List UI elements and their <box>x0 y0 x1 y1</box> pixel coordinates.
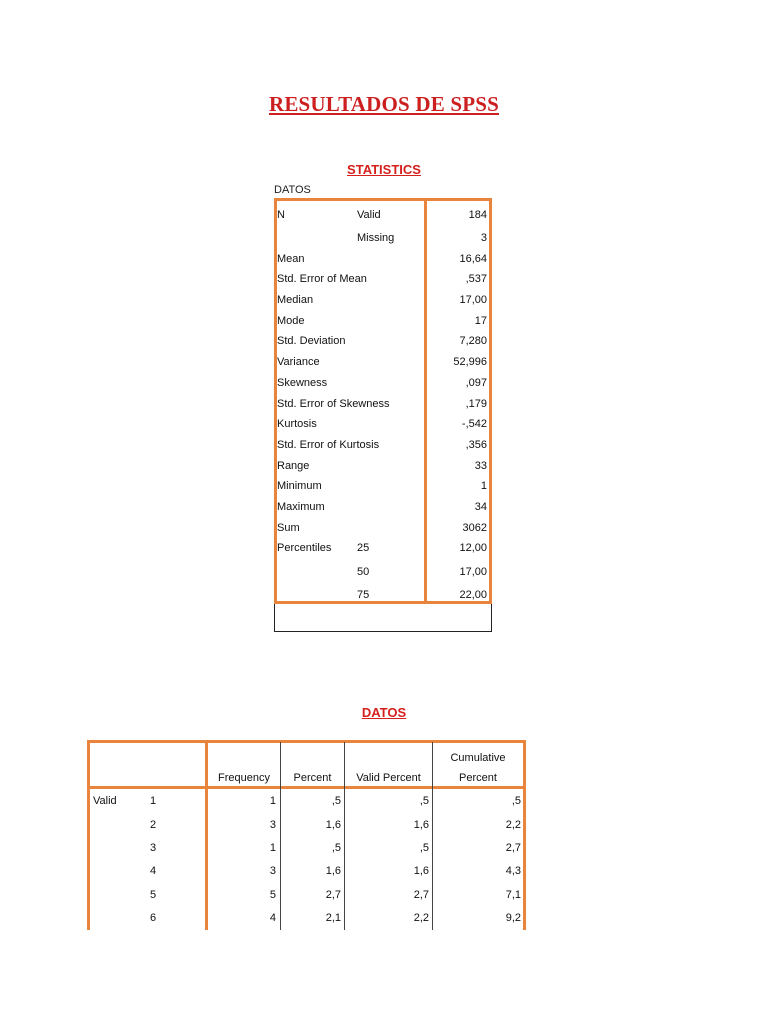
group-label-valid: Valid <box>93 795 117 807</box>
statistic-value: 3 <box>480 232 487 244</box>
row-value: 5 <box>150 889 157 901</box>
statistic-label: Percentiles <box>277 542 332 554</box>
row-valid-percent: ,5 <box>419 795 429 807</box>
statistic-value: 17 <box>474 315 487 327</box>
statistic-label: Mode <box>277 315 305 327</box>
statistic-sublabel: 75 <box>357 589 370 601</box>
row-value: 2 <box>150 819 157 831</box>
statistic-value: 3062 <box>462 522 487 534</box>
statistic-value: 184 <box>468 209 487 221</box>
statistic-value: ,097 <box>465 377 487 389</box>
row-value: 6 <box>150 912 157 924</box>
row-cumulative-percent: 9,2 <box>505 912 521 924</box>
statistic-value: 7,280 <box>459 335 487 347</box>
statistic-sublabel: 25 <box>357 542 370 554</box>
row-cumulative-percent: ,5 <box>511 795 521 807</box>
row-cumulative-percent: 2,2 <box>505 819 521 831</box>
row-frequency: 1 <box>269 795 276 807</box>
statistic-value: 17,00 <box>459 294 487 306</box>
statistic-value: 16,64 <box>459 253 487 265</box>
statistic-label: Kurtosis <box>277 418 317 430</box>
statistic-label: N <box>277 209 285 221</box>
row-valid-percent: 2,7 <box>413 889 429 901</box>
row-percent: 2,7 <box>325 889 341 901</box>
row-percent: ,5 <box>331 795 341 807</box>
frequency-body-divider <box>205 789 208 930</box>
statistic-label: Variance <box>277 356 320 368</box>
statistic-label: Std. Error of Skewness <box>277 398 390 410</box>
statistic-value: 12,00 <box>459 542 487 554</box>
row-value: 3 <box>150 842 157 854</box>
statistic-value: 1 <box>480 480 487 492</box>
statistic-label: Minimum <box>277 480 322 492</box>
header-frequency: Frequency <box>218 772 270 784</box>
row-cumulative-percent: 4,3 <box>505 865 521 877</box>
statistic-value: 22,00 <box>459 589 487 601</box>
header-percent: Percent <box>293 772 332 784</box>
statistic-value: ,537 <box>465 273 487 285</box>
statistic-value: -,542 <box>461 418 487 430</box>
row-value: 4 <box>150 865 157 877</box>
row-frequency: 5 <box>269 889 276 901</box>
row-value: 1 <box>150 795 157 807</box>
row-percent: 1,6 <box>325 819 341 831</box>
row-percent: 1,6 <box>325 865 341 877</box>
statistic-value: 17,00 <box>459 566 487 578</box>
statistic-label: Skewness <box>277 377 328 389</box>
frequency-heading: DATOS <box>361 705 407 720</box>
statistic-value: 52,996 <box>453 356 487 368</box>
frequency-header-separator <box>87 786 526 789</box>
row-frequency: 3 <box>269 865 276 877</box>
statistic-sublabel: 50 <box>357 566 370 578</box>
row-frequency: 4 <box>269 912 276 924</box>
row-valid-percent: ,5 <box>419 842 429 854</box>
header-cumulative-line1: Cumulative <box>450 752 506 764</box>
row-valid-percent: 1,6 <box>413 819 429 831</box>
document-title: RESULTADOS DE SPSS <box>268 92 500 116</box>
statistic-label: Median <box>277 294 314 306</box>
statistic-value: 33 <box>474 460 487 472</box>
statistic-value: ,179 <box>465 398 487 410</box>
statistic-label: Maximum <box>277 501 325 513</box>
header-valid-percent: Valid Percent <box>356 772 421 784</box>
statistics-heading: STATISTICS <box>347 162 421 177</box>
statistics-variable-label: DATOS <box>274 184 311 196</box>
row-valid-percent: 1,6 <box>413 865 429 877</box>
statistic-label: Std. Error of Mean <box>277 273 367 285</box>
row-frequency: 3 <box>269 819 276 831</box>
statistic-value: ,356 <box>465 439 487 451</box>
statistic-label: Range <box>277 460 310 472</box>
statistic-label: Std. Error of Kurtosis <box>277 439 380 451</box>
row-percent: ,5 <box>331 842 341 854</box>
statistic-sublabel: Valid <box>357 209 381 221</box>
row-percent: 2,1 <box>325 912 341 924</box>
statistic-sublabel: Missing <box>357 232 395 244</box>
statistic-label: Sum <box>277 522 300 534</box>
row-cumulative-percent: 7,1 <box>505 889 521 901</box>
row-valid-percent: 2,2 <box>413 912 429 924</box>
statistic-value: 34 <box>474 501 487 513</box>
row-cumulative-percent: 2,7 <box>505 842 521 854</box>
row-frequency: 1 <box>269 842 276 854</box>
header-cumulative-line2: Percent <box>459 772 497 784</box>
statistics-table-divider <box>424 198 427 604</box>
statistic-label: Mean <box>277 253 305 265</box>
statistic-label: Std. Deviation <box>277 335 346 347</box>
